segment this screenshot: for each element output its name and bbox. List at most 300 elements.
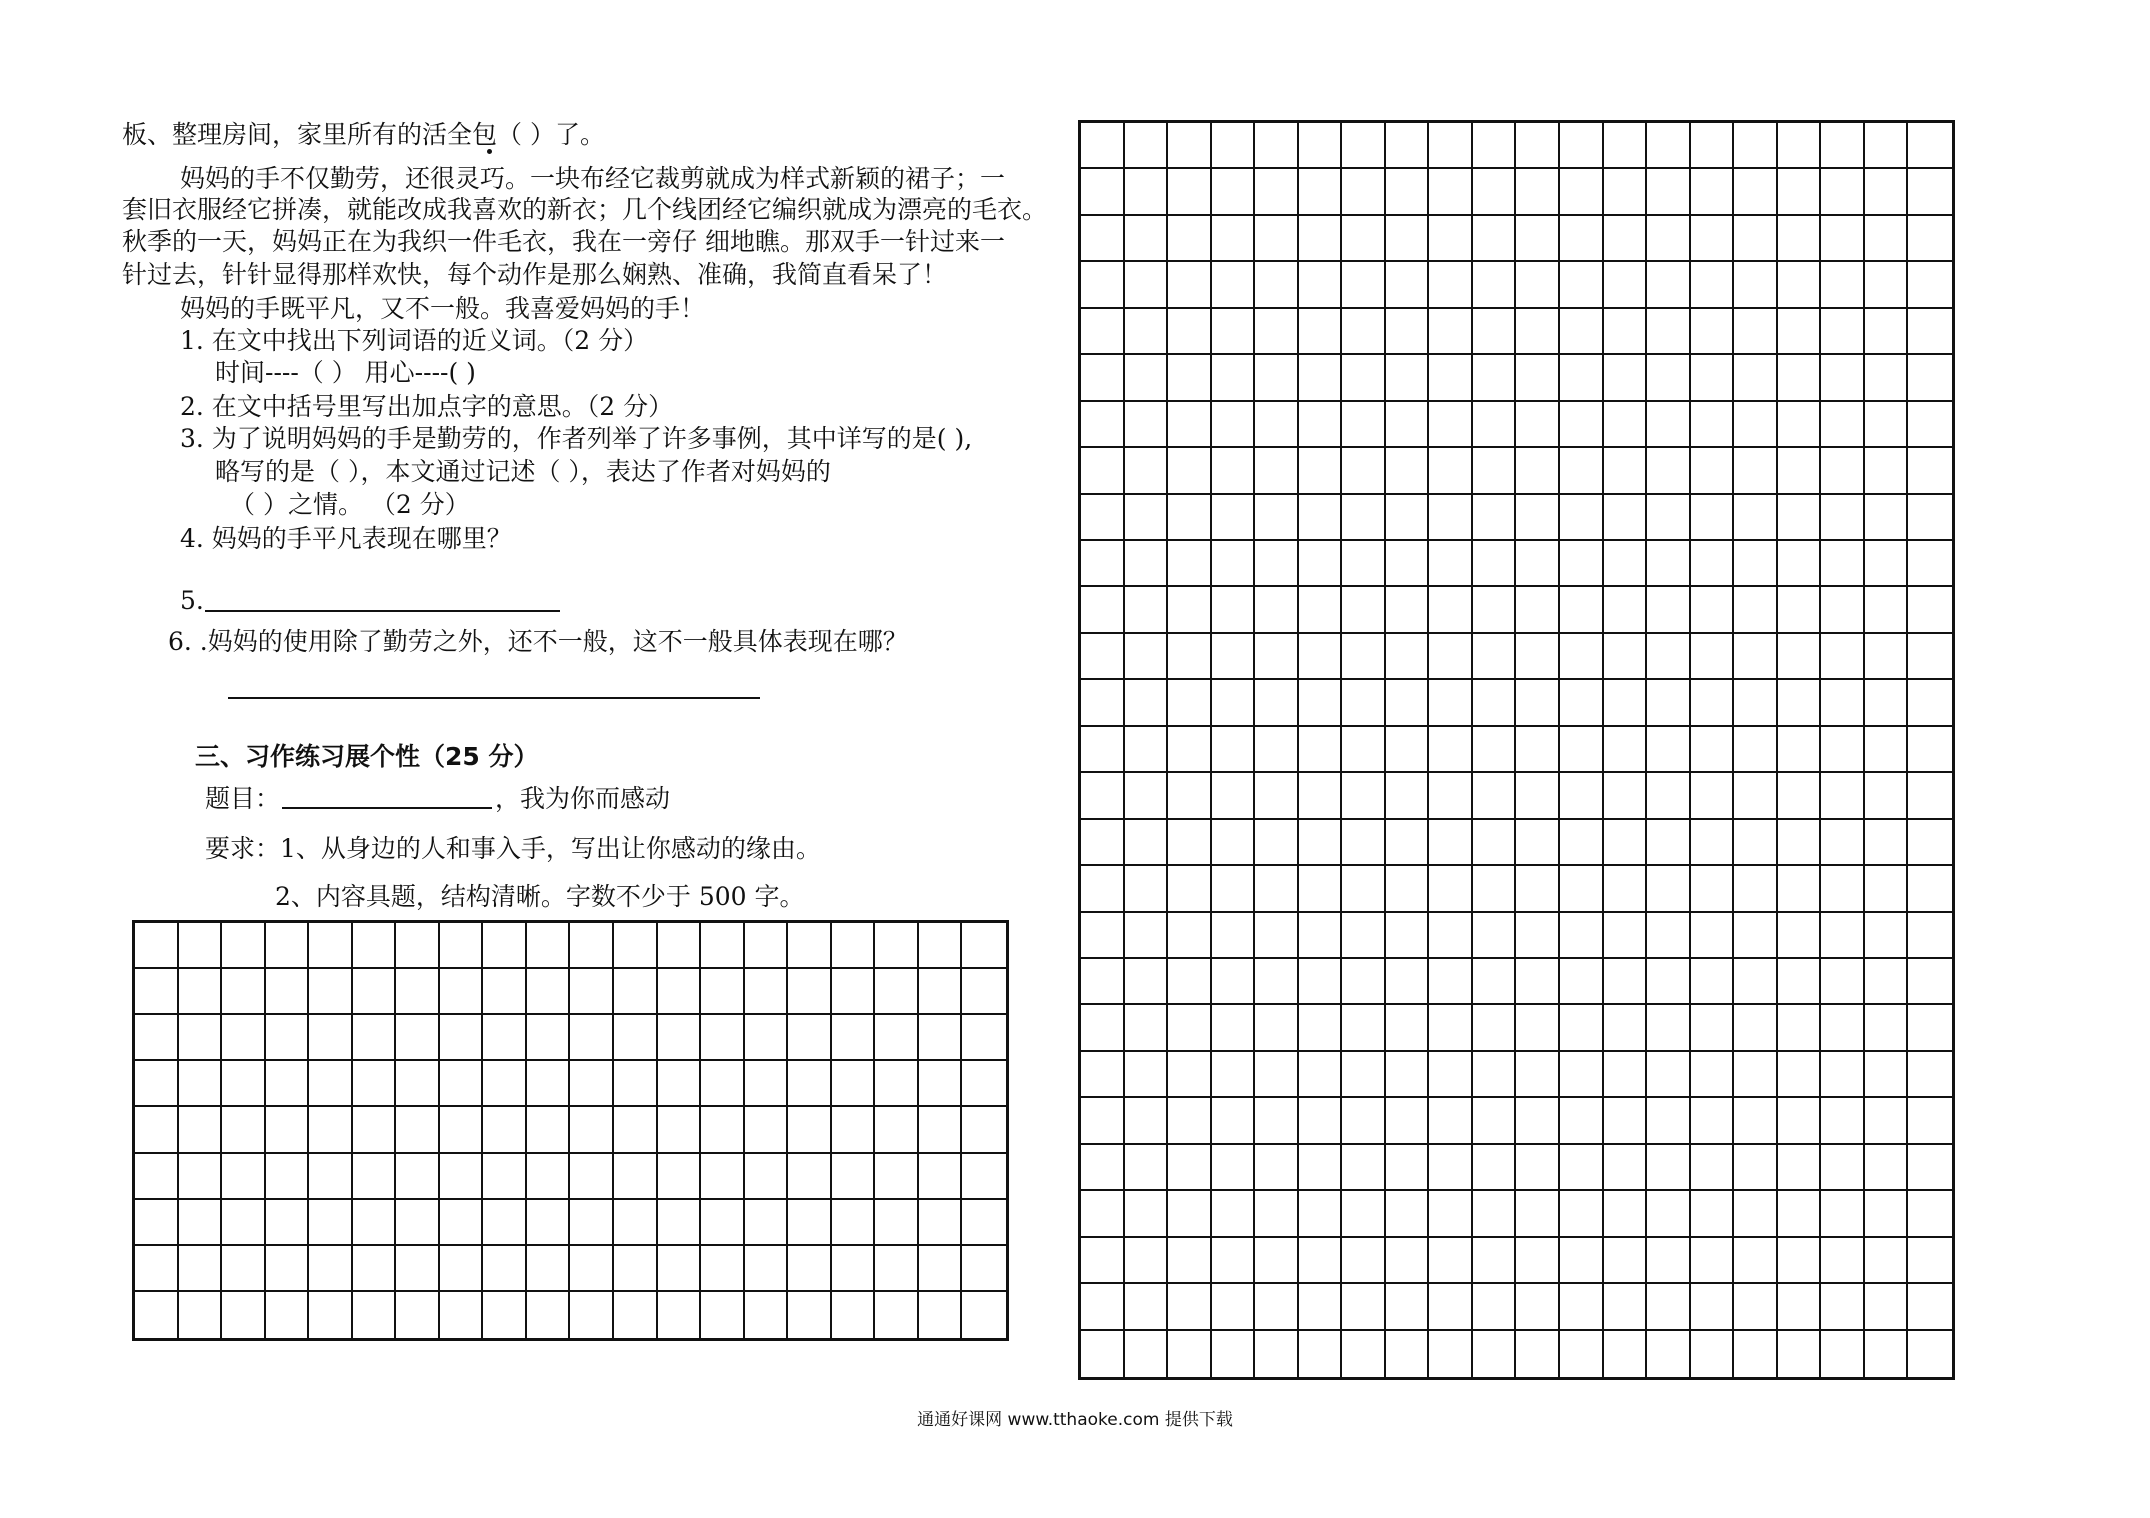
grid-cell[interactable] xyxy=(1778,1145,1822,1191)
grid-cell[interactable] xyxy=(1734,169,1778,215)
grid-cell[interactable] xyxy=(1212,216,1256,262)
grid-cell[interactable] xyxy=(1255,727,1299,773)
grid-cell[interactable] xyxy=(1081,1145,1125,1191)
grid-cell[interactable] xyxy=(1168,448,1212,494)
grid-cell[interactable] xyxy=(1778,820,1822,866)
grid-cell[interactable] xyxy=(570,1015,614,1061)
grid-cell[interactable] xyxy=(1386,866,1430,912)
grid-cell[interactable] xyxy=(1516,680,1560,726)
grid-cell[interactable] xyxy=(1255,634,1299,680)
grid-cell[interactable] xyxy=(1691,448,1735,494)
grid-cell[interactable] xyxy=(1865,309,1909,355)
grid-cell[interactable] xyxy=(1255,913,1299,959)
grid-cell[interactable] xyxy=(875,923,919,969)
grid-cell[interactable] xyxy=(1255,495,1299,541)
grid-cell[interactable] xyxy=(658,923,702,969)
grid-cell[interactable] xyxy=(1168,773,1212,819)
grid-cell[interactable] xyxy=(1604,587,1648,633)
grid-cell[interactable] xyxy=(875,1246,919,1292)
grid-cell[interactable] xyxy=(1255,680,1299,726)
grid-cell[interactable] xyxy=(701,1200,745,1246)
grid-cell[interactable] xyxy=(222,1154,266,1200)
grid-cell[interactable] xyxy=(1647,1191,1691,1237)
grid-cell[interactable] xyxy=(1604,448,1648,494)
grid-cell[interactable] xyxy=(614,1015,658,1061)
grid-cell[interactable] xyxy=(1865,402,1909,448)
grid-cell[interactable] xyxy=(1125,402,1169,448)
grid-cell[interactable] xyxy=(1604,541,1648,587)
grid-cell[interactable] xyxy=(1342,634,1386,680)
grid-cell[interactable] xyxy=(1081,1191,1125,1237)
grid-cell[interactable] xyxy=(1342,1005,1386,1051)
grid-cell[interactable] xyxy=(1691,402,1735,448)
grid-cell[interactable] xyxy=(1516,820,1560,866)
grid-cell[interactable] xyxy=(570,1200,614,1246)
grid-cell[interactable] xyxy=(1212,541,1256,587)
grid-cell[interactable] xyxy=(875,1015,919,1061)
grid-cell[interactable] xyxy=(962,1107,1006,1153)
grid-cell[interactable] xyxy=(1560,959,1604,1005)
grid-cell[interactable] xyxy=(1604,1098,1648,1144)
grid-cell[interactable] xyxy=(1908,1284,1952,1330)
grid-cell[interactable] xyxy=(1255,820,1299,866)
grid-cell[interactable] xyxy=(353,969,397,1015)
grid-cell[interactable] xyxy=(1647,1098,1691,1144)
grid-cell[interactable] xyxy=(1560,216,1604,262)
grid-cell[interactable] xyxy=(1081,1052,1125,1098)
grid-cell[interactable] xyxy=(962,1015,1006,1061)
grid-cell[interactable] xyxy=(1516,773,1560,819)
grid-cell[interactable] xyxy=(222,969,266,1015)
grid-cell[interactable] xyxy=(1299,1191,1343,1237)
grid-cell[interactable] xyxy=(1778,355,1822,401)
grid-cell[interactable] xyxy=(1516,541,1560,587)
grid-cell[interactable] xyxy=(1778,262,1822,308)
grid-cell[interactable] xyxy=(1691,262,1735,308)
grid-cell[interactable] xyxy=(353,1061,397,1107)
grid-cell[interactable] xyxy=(832,1015,876,1061)
grid-cell[interactable] xyxy=(701,1246,745,1292)
grid-cell[interactable] xyxy=(1473,123,1517,169)
grid-cell[interactable] xyxy=(1255,402,1299,448)
grid-cell[interactable] xyxy=(1691,1145,1735,1191)
grid-cell[interactable] xyxy=(1429,1331,1473,1377)
grid-cell[interactable] xyxy=(1691,355,1735,401)
grid-cell[interactable] xyxy=(1691,169,1735,215)
grid-cell[interactable] xyxy=(1560,1191,1604,1237)
grid-cell[interactable] xyxy=(1516,959,1560,1005)
grid-cell[interactable] xyxy=(1821,866,1865,912)
grid-cell[interactable] xyxy=(1908,495,1952,541)
grid-cell[interactable] xyxy=(179,1200,223,1246)
grid-cell[interactable] xyxy=(1255,1145,1299,1191)
grid-cell[interactable] xyxy=(135,969,179,1015)
grid-cell[interactable] xyxy=(353,1154,397,1200)
grid-cell[interactable] xyxy=(1299,866,1343,912)
grid-cell[interactable] xyxy=(222,923,266,969)
grid-cell[interactable] xyxy=(1821,959,1865,1005)
grid-cell[interactable] xyxy=(1342,773,1386,819)
grid-cell[interactable] xyxy=(1908,1191,1952,1237)
grid-cell[interactable] xyxy=(1299,169,1343,215)
grid-cell[interactable] xyxy=(1691,1331,1735,1377)
grid-cell[interactable] xyxy=(1516,1331,1560,1377)
grid-cell[interactable] xyxy=(1342,866,1386,912)
grid-cell[interactable] xyxy=(1081,402,1125,448)
grid-cell[interactable] xyxy=(1908,634,1952,680)
grid-cell[interactable] xyxy=(1473,820,1517,866)
grid-cell[interactable] xyxy=(1299,1331,1343,1377)
grid-cell[interactable] xyxy=(1212,402,1256,448)
grid-cell[interactable] xyxy=(353,923,397,969)
grid-cell[interactable] xyxy=(1212,309,1256,355)
grid-cell[interactable] xyxy=(1081,1238,1125,1284)
grid-cell[interactable] xyxy=(440,1107,484,1153)
grid-cell[interactable] xyxy=(309,923,353,969)
grid-cell[interactable] xyxy=(1429,634,1473,680)
grid-cell[interactable] xyxy=(1516,1238,1560,1284)
grid-cell[interactable] xyxy=(1473,680,1517,726)
grid-cell[interactable] xyxy=(179,1154,223,1200)
grid-cell[interactable] xyxy=(1386,309,1430,355)
grid-cell[interactable] xyxy=(527,1200,571,1246)
grid-cell[interactable] xyxy=(1821,1331,1865,1377)
grid-cell[interactable] xyxy=(1647,587,1691,633)
grid-cell[interactable] xyxy=(1386,1331,1430,1377)
grid-cell[interactable] xyxy=(875,1061,919,1107)
grid-cell[interactable] xyxy=(1647,123,1691,169)
grid-cell[interactable] xyxy=(1342,495,1386,541)
grid-cell[interactable] xyxy=(1908,123,1952,169)
grid-cell[interactable] xyxy=(1342,1145,1386,1191)
grid-cell[interactable] xyxy=(396,1061,440,1107)
grid-cell[interactable] xyxy=(570,1246,614,1292)
grid-cell[interactable] xyxy=(1429,913,1473,959)
grid-cell[interactable] xyxy=(353,1015,397,1061)
grid-cell[interactable] xyxy=(1908,773,1952,819)
grid-cell[interactable] xyxy=(1560,402,1604,448)
grid-cell[interactable] xyxy=(1081,1284,1125,1330)
grid-cell[interactable] xyxy=(1908,727,1952,773)
grid-cell[interactable] xyxy=(1647,309,1691,355)
grid-cell[interactable] xyxy=(1125,448,1169,494)
grid-cell[interactable] xyxy=(1778,495,1822,541)
grid-cell[interactable] xyxy=(353,1107,397,1153)
grid-cell[interactable] xyxy=(1473,1052,1517,1098)
grid-cell[interactable] xyxy=(1734,309,1778,355)
grid-cell[interactable] xyxy=(1516,495,1560,541)
grid-cell[interactable] xyxy=(1865,1331,1909,1377)
grid-cell[interactable] xyxy=(1081,727,1125,773)
grid-cell[interactable] xyxy=(1865,773,1909,819)
grid-cell[interactable] xyxy=(1168,913,1212,959)
grid-cell[interactable] xyxy=(1691,587,1735,633)
grid-cell[interactable] xyxy=(1125,959,1169,1005)
grid-cell[interactable] xyxy=(1212,123,1256,169)
grid-cell[interactable] xyxy=(1560,541,1604,587)
grid-cell[interactable] xyxy=(1821,1098,1865,1144)
grid-cell[interactable] xyxy=(1429,1238,1473,1284)
grid-cell[interactable] xyxy=(1255,355,1299,401)
grid-cell[interactable] xyxy=(1081,262,1125,308)
grid-cell[interactable] xyxy=(1342,1191,1386,1237)
grid-cell[interactable] xyxy=(1255,1052,1299,1098)
grid-cell[interactable] xyxy=(1255,866,1299,912)
grid-cell[interactable] xyxy=(745,1154,789,1200)
grid-cell[interactable] xyxy=(1516,1191,1560,1237)
grid-cell[interactable] xyxy=(1691,680,1735,726)
grid-cell[interactable] xyxy=(266,1107,310,1153)
grid-cell[interactable] xyxy=(1299,820,1343,866)
grid-cell[interactable] xyxy=(1342,1331,1386,1377)
grid-cell[interactable] xyxy=(440,1200,484,1246)
grid-cell[interactable] xyxy=(1734,1238,1778,1284)
grid-cell[interactable] xyxy=(1212,1052,1256,1098)
grid-cell[interactable] xyxy=(396,1107,440,1153)
grid-cell[interactable] xyxy=(1473,727,1517,773)
grid-cell[interactable] xyxy=(1821,495,1865,541)
grid-cell[interactable] xyxy=(614,1200,658,1246)
grid-cell[interactable] xyxy=(614,1107,658,1153)
grid-cell[interactable] xyxy=(1473,495,1517,541)
grid-cell[interactable] xyxy=(1647,216,1691,262)
grid-cell[interactable] xyxy=(1647,680,1691,726)
grid-cell[interactable] xyxy=(1081,495,1125,541)
grid-cell[interactable] xyxy=(1778,587,1822,633)
grid-cell[interactable] xyxy=(1821,727,1865,773)
grid-cell[interactable] xyxy=(483,1015,527,1061)
grid-cell[interactable] xyxy=(353,1200,397,1246)
grid-cell[interactable] xyxy=(1473,309,1517,355)
grid-cell[interactable] xyxy=(1821,680,1865,726)
grid-cell[interactable] xyxy=(1299,1284,1343,1330)
grid-cell[interactable] xyxy=(1125,727,1169,773)
grid-cell[interactable] xyxy=(1081,587,1125,633)
grid-cell[interactable] xyxy=(135,1107,179,1153)
grid-cell[interactable] xyxy=(614,1246,658,1292)
answer-line-6[interactable] xyxy=(228,697,760,699)
grid-cell[interactable] xyxy=(1691,1284,1735,1330)
grid-cell[interactable] xyxy=(1125,541,1169,587)
grid-cell[interactable] xyxy=(1691,216,1735,262)
grid-cell[interactable] xyxy=(1691,1005,1735,1051)
grid-cell[interactable] xyxy=(1168,541,1212,587)
grid-cell[interactable] xyxy=(1908,587,1952,633)
grid-cell[interactable] xyxy=(1604,495,1648,541)
grid-cell[interactable] xyxy=(135,1015,179,1061)
grid-cell[interactable] xyxy=(788,969,832,1015)
grid-cell[interactable] xyxy=(1734,727,1778,773)
grid-cell[interactable] xyxy=(658,1107,702,1153)
grid-cell[interactable] xyxy=(1734,216,1778,262)
grid-cell[interactable] xyxy=(1299,634,1343,680)
grid-cell[interactable] xyxy=(1516,402,1560,448)
grid-cell[interactable] xyxy=(1473,541,1517,587)
grid-cell[interactable] xyxy=(1821,123,1865,169)
grid-cell[interactable] xyxy=(1473,866,1517,912)
grid-cell[interactable] xyxy=(1299,587,1343,633)
grid-cell[interactable] xyxy=(658,1154,702,1200)
grid-cell[interactable] xyxy=(1604,1284,1648,1330)
grid-cell[interactable] xyxy=(527,1292,571,1338)
grid-cell[interactable] xyxy=(1212,1331,1256,1377)
grid-cell[interactable] xyxy=(1560,1238,1604,1284)
grid-cell[interactable] xyxy=(309,1200,353,1246)
grid-cell[interactable] xyxy=(483,1107,527,1153)
grid-cell[interactable] xyxy=(1168,1284,1212,1330)
grid-cell[interactable] xyxy=(1865,1238,1909,1284)
grid-cell[interactable] xyxy=(1342,169,1386,215)
grid-cell[interactable] xyxy=(1604,216,1648,262)
grid-cell[interactable] xyxy=(1429,355,1473,401)
grid-cell[interactable] xyxy=(1125,1284,1169,1330)
grid-cell[interactable] xyxy=(1778,1331,1822,1377)
grid-cell[interactable] xyxy=(1647,959,1691,1005)
grid-cell[interactable] xyxy=(309,1246,353,1292)
grid-cell[interactable] xyxy=(135,1246,179,1292)
grid-cell[interactable] xyxy=(832,1246,876,1292)
grid-cell[interactable] xyxy=(1821,541,1865,587)
grid-cell[interactable] xyxy=(1691,309,1735,355)
grid-cell[interactable] xyxy=(788,1292,832,1338)
grid-cell[interactable] xyxy=(1778,1238,1822,1284)
grid-cell[interactable] xyxy=(1516,309,1560,355)
grid-cell[interactable] xyxy=(1778,402,1822,448)
grid-cell[interactable] xyxy=(309,969,353,1015)
grid-cell[interactable] xyxy=(1081,541,1125,587)
grid-cell[interactable] xyxy=(1212,262,1256,308)
grid-cell[interactable] xyxy=(1125,262,1169,308)
grid-cell[interactable] xyxy=(1342,587,1386,633)
grid-cell[interactable] xyxy=(1604,1191,1648,1237)
grid-cell[interactable] xyxy=(483,1154,527,1200)
grid-cell[interactable] xyxy=(1299,959,1343,1005)
grid-cell[interactable] xyxy=(1821,1284,1865,1330)
grid-cell[interactable] xyxy=(1821,634,1865,680)
grid-cell[interactable] xyxy=(396,1246,440,1292)
grid-cell[interactable] xyxy=(1691,123,1735,169)
grid-cell[interactable] xyxy=(1865,1145,1909,1191)
grid-cell[interactable] xyxy=(962,923,1006,969)
grid-cell[interactable] xyxy=(222,1200,266,1246)
grid-cell[interactable] xyxy=(483,1292,527,1338)
grid-cell[interactable] xyxy=(1473,1005,1517,1051)
grid-cell[interactable] xyxy=(1647,634,1691,680)
grid-cell[interactable] xyxy=(1821,309,1865,355)
grid-cell[interactable] xyxy=(1778,1098,1822,1144)
grid-cell[interactable] xyxy=(1168,1098,1212,1144)
grid-cell[interactable] xyxy=(222,1246,266,1292)
grid-cell[interactable] xyxy=(1778,680,1822,726)
grid-cell[interactable] xyxy=(1734,1005,1778,1051)
grid-cell[interactable] xyxy=(1212,913,1256,959)
grid-cell[interactable] xyxy=(1299,680,1343,726)
grid-cell[interactable] xyxy=(1212,866,1256,912)
grid-cell[interactable] xyxy=(483,969,527,1015)
grid-cell[interactable] xyxy=(1908,820,1952,866)
grid-cell[interactable] xyxy=(1778,448,1822,494)
grid-cell[interactable] xyxy=(1255,1005,1299,1051)
grid-cell[interactable] xyxy=(1647,1052,1691,1098)
grid-cell[interactable] xyxy=(919,1061,963,1107)
grid-cell[interactable] xyxy=(1429,587,1473,633)
grid-cell[interactable] xyxy=(1778,1052,1822,1098)
grid-cell[interactable] xyxy=(1691,1052,1735,1098)
grid-cell[interactable] xyxy=(179,1107,223,1153)
grid-cell[interactable] xyxy=(832,1292,876,1338)
grid-cell[interactable] xyxy=(658,1061,702,1107)
grid-cell[interactable] xyxy=(483,1061,527,1107)
grid-cell[interactable] xyxy=(1560,355,1604,401)
grid-cell[interactable] xyxy=(1778,1284,1822,1330)
grid-cell[interactable] xyxy=(614,1154,658,1200)
grid-cell[interactable] xyxy=(1125,1098,1169,1144)
grid-cell[interactable] xyxy=(1778,123,1822,169)
grid-cell[interactable] xyxy=(745,1015,789,1061)
grid-cell[interactable] xyxy=(1734,495,1778,541)
grid-cell[interactable] xyxy=(745,1061,789,1107)
grid-cell[interactable] xyxy=(1386,680,1430,726)
grid-cell[interactable] xyxy=(1604,355,1648,401)
grid-cell[interactable] xyxy=(1255,1098,1299,1144)
grid-cell[interactable] xyxy=(1299,402,1343,448)
grid-cell[interactable] xyxy=(1386,1284,1430,1330)
grid-cell[interactable] xyxy=(1734,402,1778,448)
grid-cell[interactable] xyxy=(1342,448,1386,494)
grid-cell[interactable] xyxy=(1604,309,1648,355)
grid-cell[interactable] xyxy=(962,1200,1006,1246)
grid-cell[interactable] xyxy=(745,1292,789,1338)
grid-cell[interactable] xyxy=(1734,541,1778,587)
grid-cell[interactable] xyxy=(1299,262,1343,308)
grid-cell[interactable] xyxy=(570,1154,614,1200)
grid-cell[interactable] xyxy=(1560,820,1604,866)
grid-cell[interactable] xyxy=(1908,1005,1952,1051)
grid-cell[interactable] xyxy=(527,1061,571,1107)
grid-cell[interactable] xyxy=(1125,634,1169,680)
grid-cell[interactable] xyxy=(1560,1331,1604,1377)
grid-cell[interactable] xyxy=(1821,1191,1865,1237)
grid-cell[interactable] xyxy=(1299,541,1343,587)
grid-cell[interactable] xyxy=(179,923,223,969)
grid-cell[interactable] xyxy=(440,969,484,1015)
grid-cell[interactable] xyxy=(1647,402,1691,448)
grid-cell[interactable] xyxy=(919,1292,963,1338)
grid-cell[interactable] xyxy=(745,1246,789,1292)
grid-cell[interactable] xyxy=(1604,727,1648,773)
grid-cell[interactable] xyxy=(1299,1238,1343,1284)
grid-cell[interactable] xyxy=(440,1015,484,1061)
grid-cell[interactable] xyxy=(745,1107,789,1153)
grid-cell[interactable] xyxy=(1255,448,1299,494)
grid-cell[interactable] xyxy=(1255,1238,1299,1284)
grid-cell[interactable] xyxy=(1604,773,1648,819)
grid-cell[interactable] xyxy=(1212,1145,1256,1191)
grid-cell[interactable] xyxy=(1342,402,1386,448)
grid-cell[interactable] xyxy=(1168,262,1212,308)
grid-cell[interactable] xyxy=(1255,216,1299,262)
grid-cell[interactable] xyxy=(1865,262,1909,308)
grid-cell[interactable] xyxy=(1168,169,1212,215)
grid-cell[interactable] xyxy=(527,923,571,969)
grid-cell[interactable] xyxy=(179,969,223,1015)
grid-cell[interactable] xyxy=(1691,820,1735,866)
grid-cell[interactable] xyxy=(1865,495,1909,541)
grid-cell[interactable] xyxy=(1516,587,1560,633)
grid-cell[interactable] xyxy=(440,1061,484,1107)
grid-cell[interactable] xyxy=(1516,634,1560,680)
grid-cell[interactable] xyxy=(1778,216,1822,262)
